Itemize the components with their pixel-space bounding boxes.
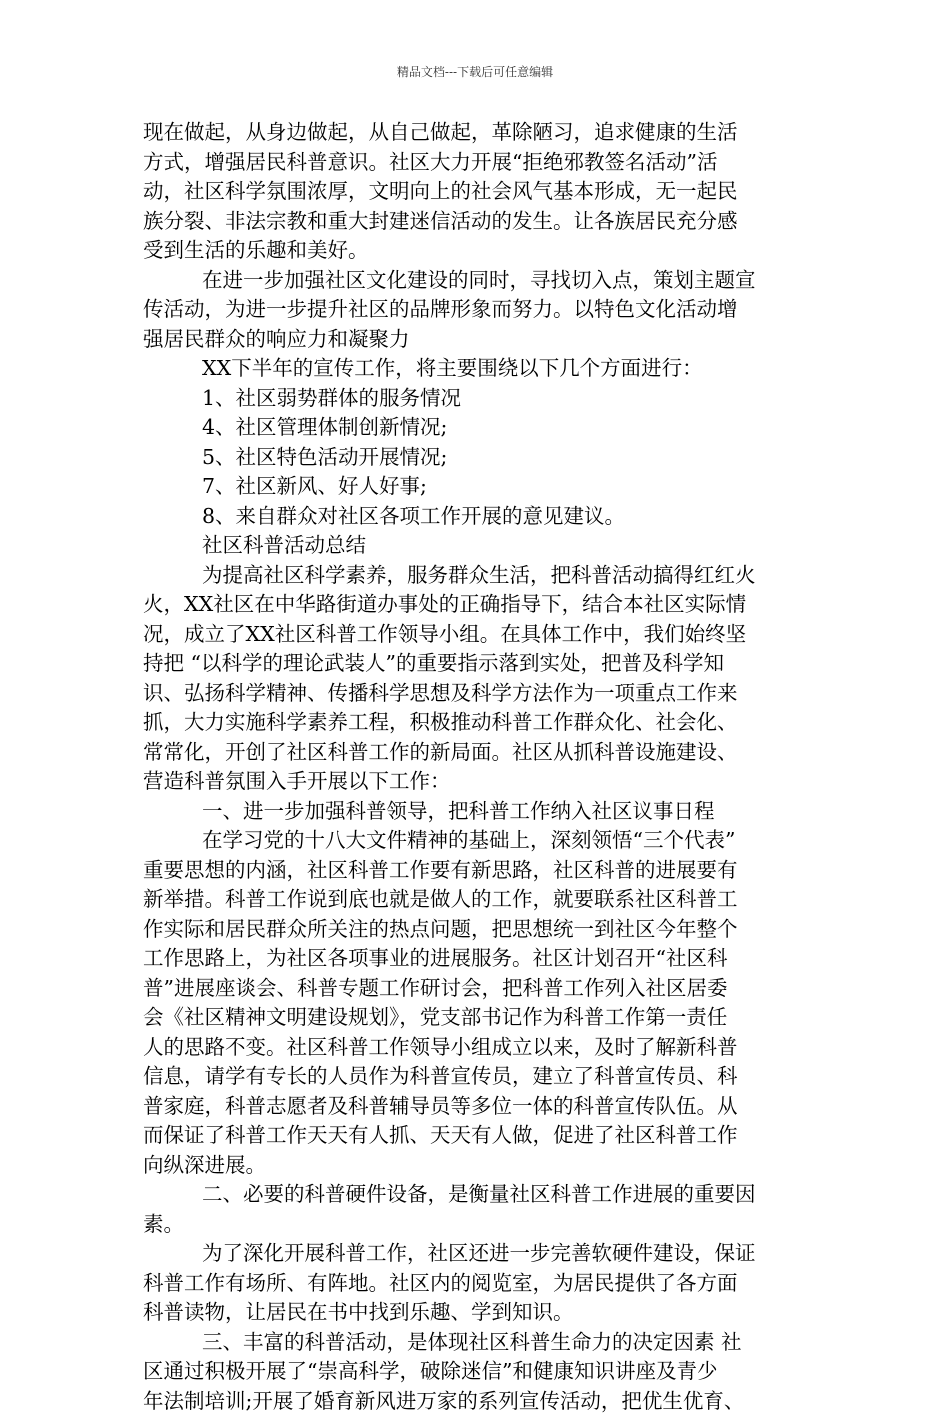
text-line: 7、社区新风、好人好事; xyxy=(143,472,813,502)
text-line: 一、进一步加强科普领导，把科普工作纳入社区议事日程 xyxy=(143,797,813,827)
text-line: 识、弘扬科学精神、传播科学思想及科学方法作为一项重点工作来 xyxy=(143,679,813,709)
text-line: 为提高社区科学素养，服务群众生活，把科普活动搞得红红火 xyxy=(143,561,813,591)
text-line: 为了深化开展科普工作，社区还进一步完善软硬件建设，保证 xyxy=(143,1239,813,1269)
text-line: 8、来自群众对社区各项工作开展的意见建议。 xyxy=(143,502,813,532)
text-line: 持把 “以科学的理论武装人”的重要指示落到实处，把普及科学知 xyxy=(143,649,813,679)
text-line: 营造科普氛围入手开展以下工作： xyxy=(143,767,813,797)
text-line: 会《社区精神文明建设规划》，党支部书记作为科普工作第一责任 xyxy=(143,1003,813,1033)
text-line: 动，社区科学氛围浓厚，文明向上的社会风气基本形成，无一起民 xyxy=(143,177,813,207)
text-line: 而保证了科普工作天天有人抓、天天有人做，促进了社区科普工作 xyxy=(143,1121,813,1151)
text-line: 新举措。科普工作说到底也就是做人的工作，就要联系社区科普工 xyxy=(143,885,813,915)
text-line: 况，成立了XX社区科普工作领导小组。在具体工作中，我们始终坚 xyxy=(143,620,813,650)
text-line: 火，XX社区在中华路街道办事处的正确指导下，结合本社区实际情 xyxy=(143,590,813,620)
page-header: 精品文档---下载后可任意编辑 xyxy=(0,64,950,80)
text-line: 作实际和居民群众所关注的热点问题，把思想统一到社区今年整个 xyxy=(143,915,813,945)
text-line: 强居民群众的响应力和凝聚力 xyxy=(143,325,813,355)
text-line: 重要思想的内涵，社区科普工作要有新思路，社区科普的进展要有 xyxy=(143,856,813,886)
text-line: 素。 xyxy=(143,1210,813,1240)
text-line: 普家庭，科普志愿者及科普辅导员等多位一体的科普宣传队伍。从 xyxy=(143,1092,813,1122)
text-line: 4、社区管理体制创新情况; xyxy=(143,413,813,443)
text-line: 5、社区特色活动开展情况; xyxy=(143,443,813,473)
text-line: 族分裂、非法宗教和重大封建迷信活动的发生。让各族居民充分感 xyxy=(143,207,813,237)
text-line: 二、必要的科普硬件设备，是衡量社区科普工作进展的重要因 xyxy=(143,1180,813,1210)
document-body xyxy=(143,118,813,1416)
text-line: 三、丰富的科普活动，是体现社区科普生命力的决定因素 社 xyxy=(143,1328,813,1358)
text-line: 1、社区弱势群体的服务情况 xyxy=(143,384,813,414)
text-line: 在学习党的十八大文件精神的基础上，深刻领悟“三个代表” xyxy=(143,826,813,856)
text-line: XX下半年的宣传工作，将主要围绕以下几个方面进行： xyxy=(143,354,813,384)
text-line: 工作思路上，为社区各项事业的进展服务。社区计划召开“社区科 xyxy=(143,944,813,974)
text-line: 传活动，为进一步提升社区的品牌形象而努力。以特色文化活动增 xyxy=(143,295,813,325)
text-line: 受到生活的乐趣和美好。 xyxy=(143,236,813,266)
text-line: 方式，增强居民科普意识。社区大力开展“拒绝邪教签名活动”活 xyxy=(143,148,813,178)
text-line: 社区科普活动总结 xyxy=(143,531,813,561)
text-line: 科普读物，让居民在书中找到乐趣、学到知识。 xyxy=(143,1298,813,1328)
text-line: 年法制培训;开展了婚育新风进万家的系列宣传活动，把优生优育、 xyxy=(143,1387,813,1416)
text-line: 现在做起，从身边做起，从自己做起，革除陋习，追求健康的生活 xyxy=(143,118,813,148)
text-line: 向纵深进展。 xyxy=(143,1151,813,1181)
text-line: 人的思路不变。社区科普工作领导小组成立以来，及时了解新科普 xyxy=(143,1033,813,1063)
text-line: 普”进展座谈会、科普专题工作研讨会，把科普工作列入社区居委 xyxy=(143,974,813,1004)
text-line: 抓，大力实施科学素养工程，积极推动科普工作群众化、社会化、 xyxy=(143,708,813,738)
text-line: 科普工作有场所、有阵地。社区内的阅览室，为居民提供了各方面 xyxy=(143,1269,813,1299)
text-line: 常常化，开创了社区科普工作的新局面。社区从抓科普设施建设、 xyxy=(143,738,813,768)
text-line: 在进一步加强社区文化建设的同时，寻找切入点，策划主题宣 xyxy=(143,266,813,296)
text-line: 区通过积极开展了“崇高科学，破除迷信”和健康知识讲座及青少 xyxy=(143,1357,813,1387)
text-line: 信息，请学有专长的人员作为科普宣传员，建立了科普宣传员、科 xyxy=(143,1062,813,1092)
